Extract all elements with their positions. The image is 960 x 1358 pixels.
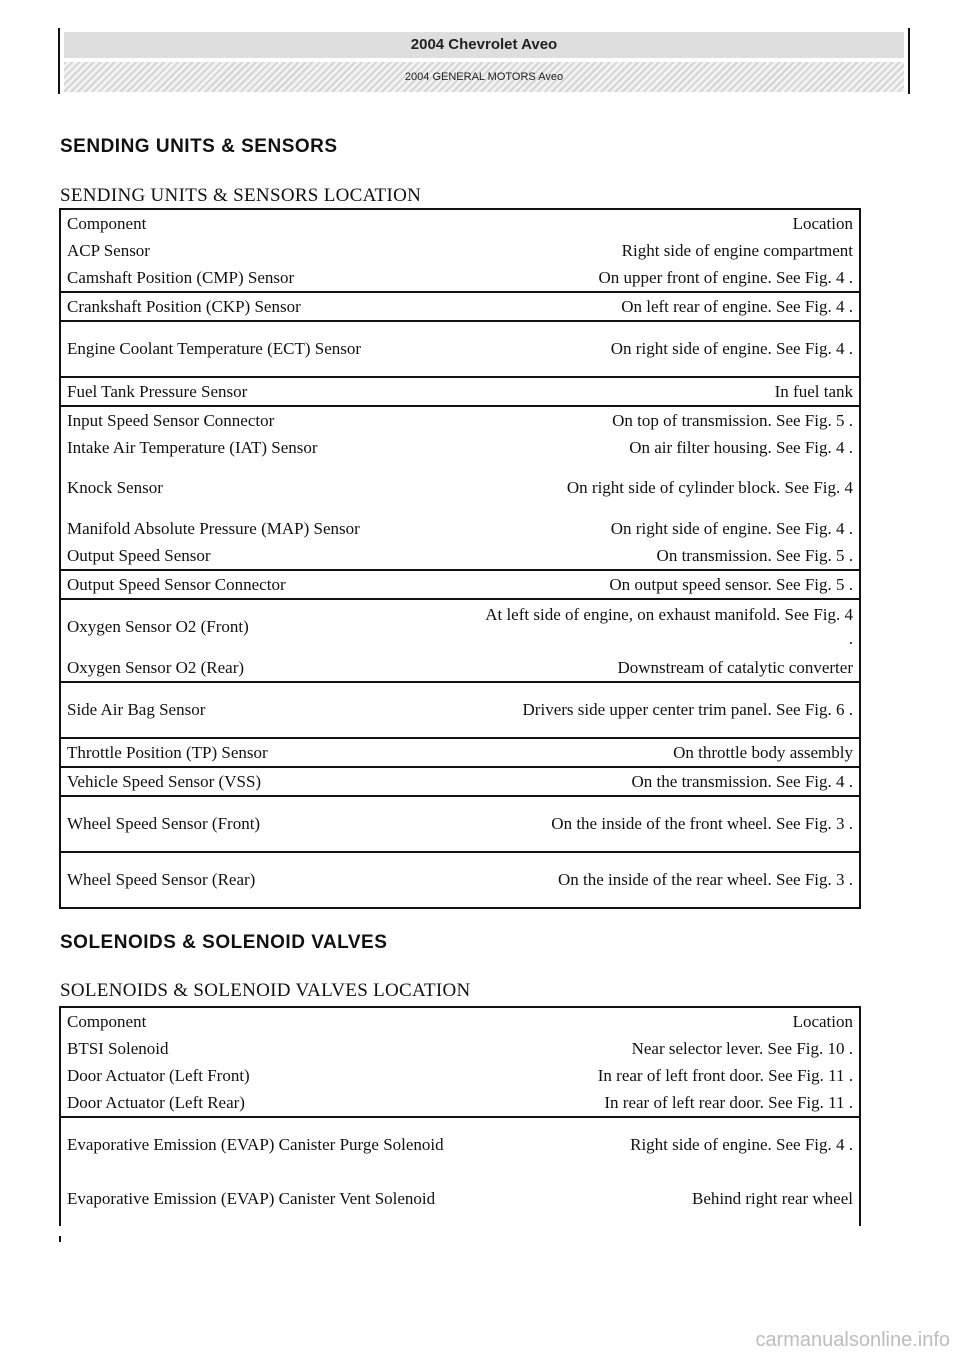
location-cell: On the transmission. See Fig. 4 .	[473, 767, 860, 796]
document-title: 2004 Chevrolet Aveo	[64, 32, 904, 58]
table-row	[60, 1089, 860, 1117]
solenoids-heading: SOLENOIDS & SOLENOID VALVES	[60, 932, 388, 953]
component-cell: Throttle Position (TP) Sensor	[60, 738, 473, 767]
component-cell: Wheel Speed Sensor (Front)	[60, 796, 473, 852]
table-row	[60, 515, 860, 542]
location-cell: Right side of engine compartment	[473, 237, 860, 264]
column-header-location: Location	[473, 209, 860, 237]
table-row	[60, 852, 860, 908]
component-cell: Input Speed Sensor Connector	[60, 406, 473, 434]
location-cell: In fuel tank	[473, 377, 860, 406]
location-cell: In rear of left front door. See Fig. 11 .	[473, 1062, 860, 1089]
table-row	[60, 1117, 860, 1172]
watermark: carmanualsonline.info	[755, 1329, 950, 1351]
location-cell: On right side of engine. See Fig. 4 .	[473, 321, 860, 377]
location-cell: On throttle body assembly	[473, 738, 860, 767]
location-cell: On top of transmission. See Fig. 5 .	[473, 406, 860, 434]
location-cell: On the inside of the rear wheel. See Fig. 3 .	[473, 852, 860, 908]
component-cell: Wheel Speed Sensor (Rear)	[60, 852, 473, 908]
sending-units-caption: SENDING UNITS & SENSORS LOCATION	[60, 185, 422, 206]
table-row	[60, 1035, 860, 1062]
location-cell: On right side of cylinder block. See Fig. 4	[473, 461, 860, 515]
table-row	[60, 434, 860, 461]
table-row	[60, 796, 860, 852]
table-row	[60, 292, 860, 321]
component-cell: Vehicle Speed Sensor (VSS)	[60, 767, 473, 796]
location-cell: In rear of left rear door. See Fig. 11 .	[473, 1089, 860, 1117]
table-row	[60, 570, 860, 599]
table-row	[60, 406, 860, 434]
location-cell: Behind right rear wheel	[473, 1172, 860, 1226]
page-header	[58, 28, 910, 94]
solenoids-table	[59, 1006, 861, 1226]
location-cell: Right side of engine. See Fig. 4 .	[473, 1117, 860, 1172]
component-cell: Intake Air Temperature (IAT) Sensor	[60, 434, 473, 461]
location-cell: Downstream of catalytic converter	[473, 654, 860, 682]
table-row	[60, 542, 860, 570]
location-cell: On left rear of engine. See Fig. 4 .	[473, 292, 860, 321]
table-row	[60, 738, 860, 767]
location-cell: On right side of engine. See Fig. 4 .	[473, 515, 860, 542]
component-cell: Engine Coolant Temperature (ECT) Sensor	[60, 321, 473, 377]
column-header-component: Component	[60, 1007, 473, 1035]
table-row	[60, 321, 860, 377]
column-header-location: Location	[473, 1007, 860, 1035]
component-cell: Camshaft Position (CMP) Sensor	[60, 264, 473, 292]
location-cell: On output speed sensor. See Fig. 5 .	[473, 570, 860, 599]
location-cell: On upper front of engine. See Fig. 4 .	[473, 264, 860, 292]
component-cell: Fuel Tank Pressure Sensor	[60, 377, 473, 406]
table-row	[60, 654, 860, 682]
table-continuation-line	[59, 1236, 61, 1242]
table-row	[60, 599, 860, 654]
solenoids-caption: SOLENOIDS & SOLENOID VALVES LOCATION	[60, 980, 471, 1001]
location-cell: On the inside of the front wheel. See Fig. 3 .	[473, 796, 860, 852]
table-row	[60, 767, 860, 796]
component-cell: Knock Sensor	[60, 461, 473, 515]
location-cell: On air filter housing. See Fig. 4 .	[473, 434, 860, 461]
location-cell: At left side of engine, on exhaust manifold. See Fig. 4 .	[473, 599, 860, 654]
component-cell: Evaporative Emission (EVAP) Canister Vent Solenoid	[60, 1172, 473, 1226]
component-cell: Crankshaft Position (CKP) Sensor	[60, 292, 473, 321]
component-cell: BTSI Solenoid	[60, 1035, 473, 1062]
component-cell: ACP Sensor	[60, 237, 473, 264]
table-row	[60, 1172, 860, 1226]
table-row	[60, 461, 860, 515]
component-cell: Oxygen Sensor O2 (Rear)	[60, 654, 473, 682]
table-row	[60, 264, 860, 292]
component-cell: Evaporative Emission (EVAP) Canister Purge Solenoid	[60, 1117, 473, 1172]
table-row	[60, 1062, 860, 1089]
component-cell: Door Actuator (Left Rear)	[60, 1089, 473, 1117]
table-header-row	[60, 1007, 860, 1035]
sending-units-heading: SENDING UNITS & SENSORS	[60, 136, 338, 157]
component-cell: Oxygen Sensor O2 (Front)	[60, 599, 473, 654]
table-row	[60, 682, 860, 738]
component-cell: Door Actuator (Left Front)	[60, 1062, 473, 1089]
table-row	[60, 377, 860, 406]
table-header-row	[60, 209, 860, 237]
location-cell: Drivers side upper center trim panel. See Fig. 6 .	[473, 682, 860, 738]
column-header-component: Component	[60, 209, 473, 237]
sending-units-table	[59, 208, 861, 909]
location-cell: On transmission. See Fig. 5 .	[473, 542, 860, 570]
component-cell: Side Air Bag Sensor	[60, 682, 473, 738]
component-cell: Output Speed Sensor	[60, 542, 473, 570]
component-cell: Output Speed Sensor Connector	[60, 570, 473, 599]
component-cell: Manifold Absolute Pressure (MAP) Sensor	[60, 515, 473, 542]
location-cell: Near selector lever. See Fig. 10 .	[473, 1035, 860, 1062]
table-row	[60, 237, 860, 264]
document-subtitle: 2004 GENERAL MOTORS Aveo	[64, 62, 904, 92]
